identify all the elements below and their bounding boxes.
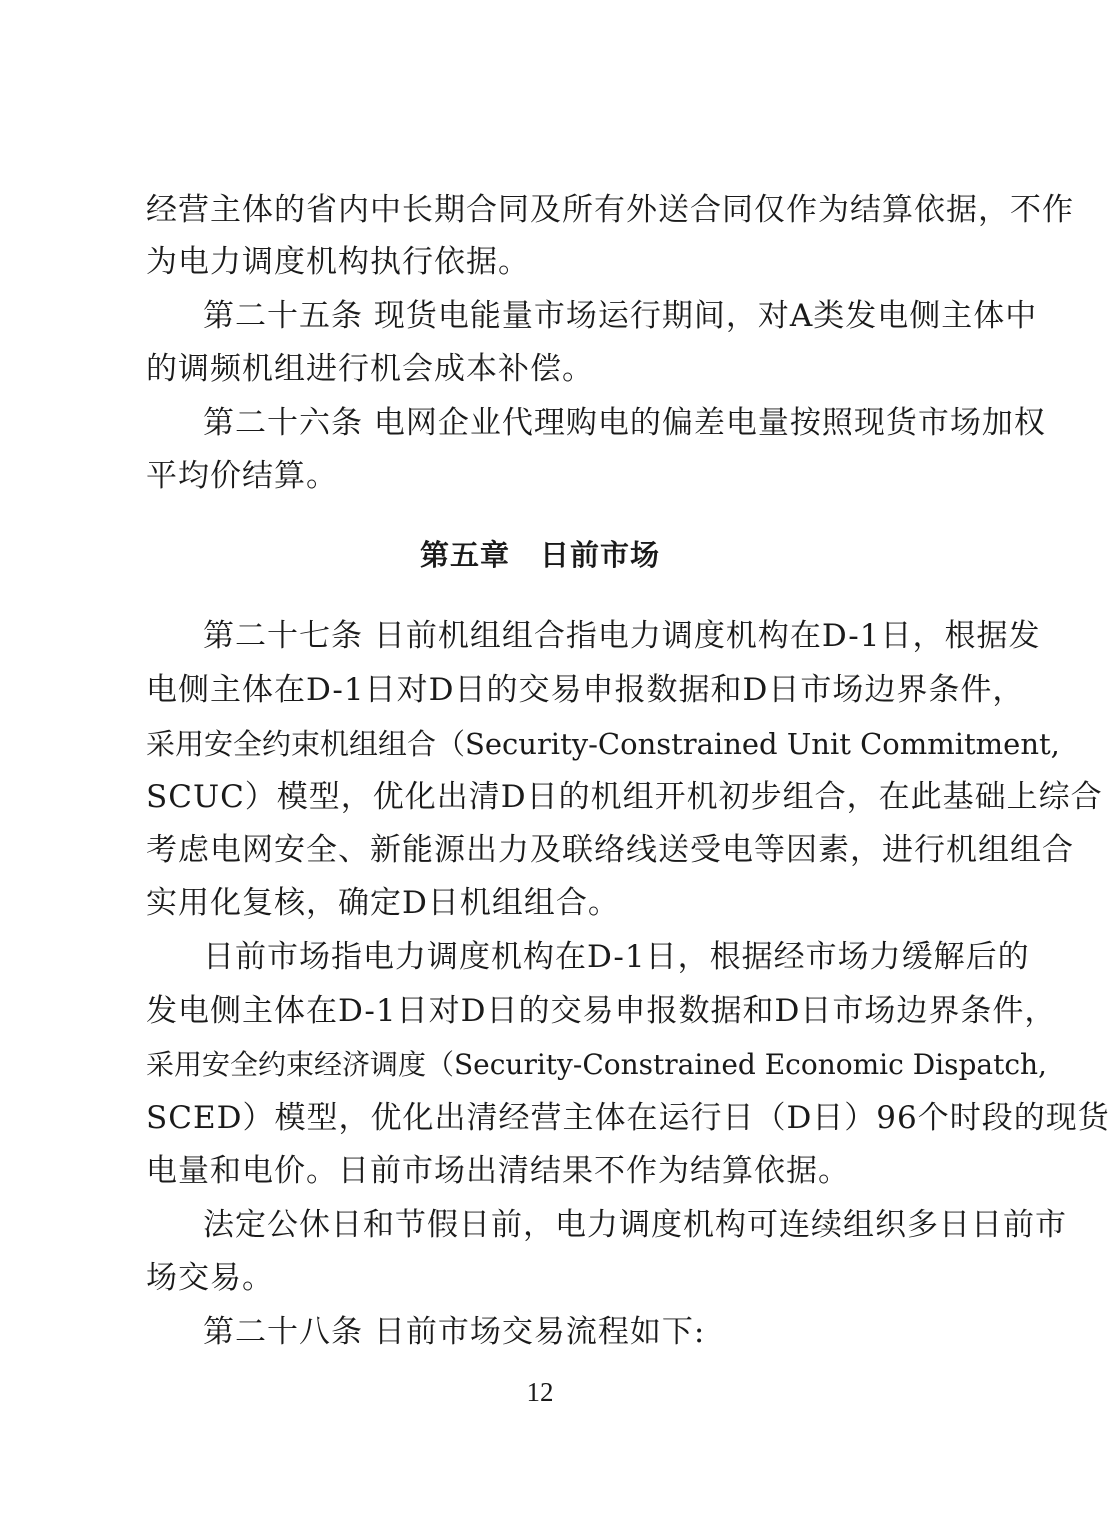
article-27-line-2: 电侧主体在D-1日对D日的交易申报数据和D日市场边界条件， — [146, 672, 1025, 708]
article-27-line-5: 考虑电网安全、新能源出力及联络线送受电等因素，进行机组组合 — [146, 832, 1074, 868]
chapter-title: 第五章 日前市场 — [419, 538, 660, 572]
article-27-line-4: SCUC）模型，优化出清D日的机组开机初步组合，在此基础上综合 — [146, 779, 1103, 815]
article-27-line-3: 采用安全约束机组组合（Security-Constrained Unit Commitment, — [146, 727, 1060, 761]
day-ahead-line-3: 采用安全约束经济调度（Security-Constrained Economic Dispatch, — [146, 1048, 1047, 1081]
text-line-2: 为电力调度机构执行依据。 — [146, 244, 530, 280]
article-26-line-2: 平均价结算。 — [146, 458, 338, 494]
holiday-line-2: 场交易。 — [146, 1260, 274, 1296]
article-28-line-1: 第二十八条 日前市场交易流程如下: — [203, 1314, 706, 1350]
holiday-line-1: 法定公休日和节假日前，电力调度机构可连续组织多日日前市 — [203, 1207, 1067, 1243]
article-25-line-2: 的调频机组进行机会成本补偿。 — [146, 351, 594, 387]
day-ahead-line-4: SCED）模型，优化出清经营主体在运行日（D日）96个时段的现货 — [146, 1100, 1110, 1136]
page-number: 12 — [526, 1377, 554, 1407]
article-27-line-1: 第二十七条 日前机组组合指电力调度机构在D-1日，根据发 — [203, 618, 1041, 654]
text-line-1: 经营主体的省内中长期合同及所有外送合同仅作为结算依据，不作 — [146, 192, 1074, 228]
article-27-line-6: 实用化复核，确定D日机组组合。 — [146, 885, 620, 921]
day-ahead-line-5: 电量和电价。日前市场出清结果不作为结算依据。 — [146, 1153, 850, 1189]
article-25-line-1: 第二十五条 现货电能量市场运行期间，对A类发电侧主体中 — [203, 298, 1038, 334]
article-26-line-1: 第二十六条 电网企业代理购电的偏差电量按照现货市场加权 — [203, 405, 1046, 441]
day-ahead-line-2: 发电侧主体在D-1日对D日的交易申报数据和D日市场边界条件， — [146, 993, 1057, 1029]
day-ahead-line-1: 日前市场指电力调度机构在D-1日，根据经市场力缓解后的 — [203, 939, 1030, 975]
